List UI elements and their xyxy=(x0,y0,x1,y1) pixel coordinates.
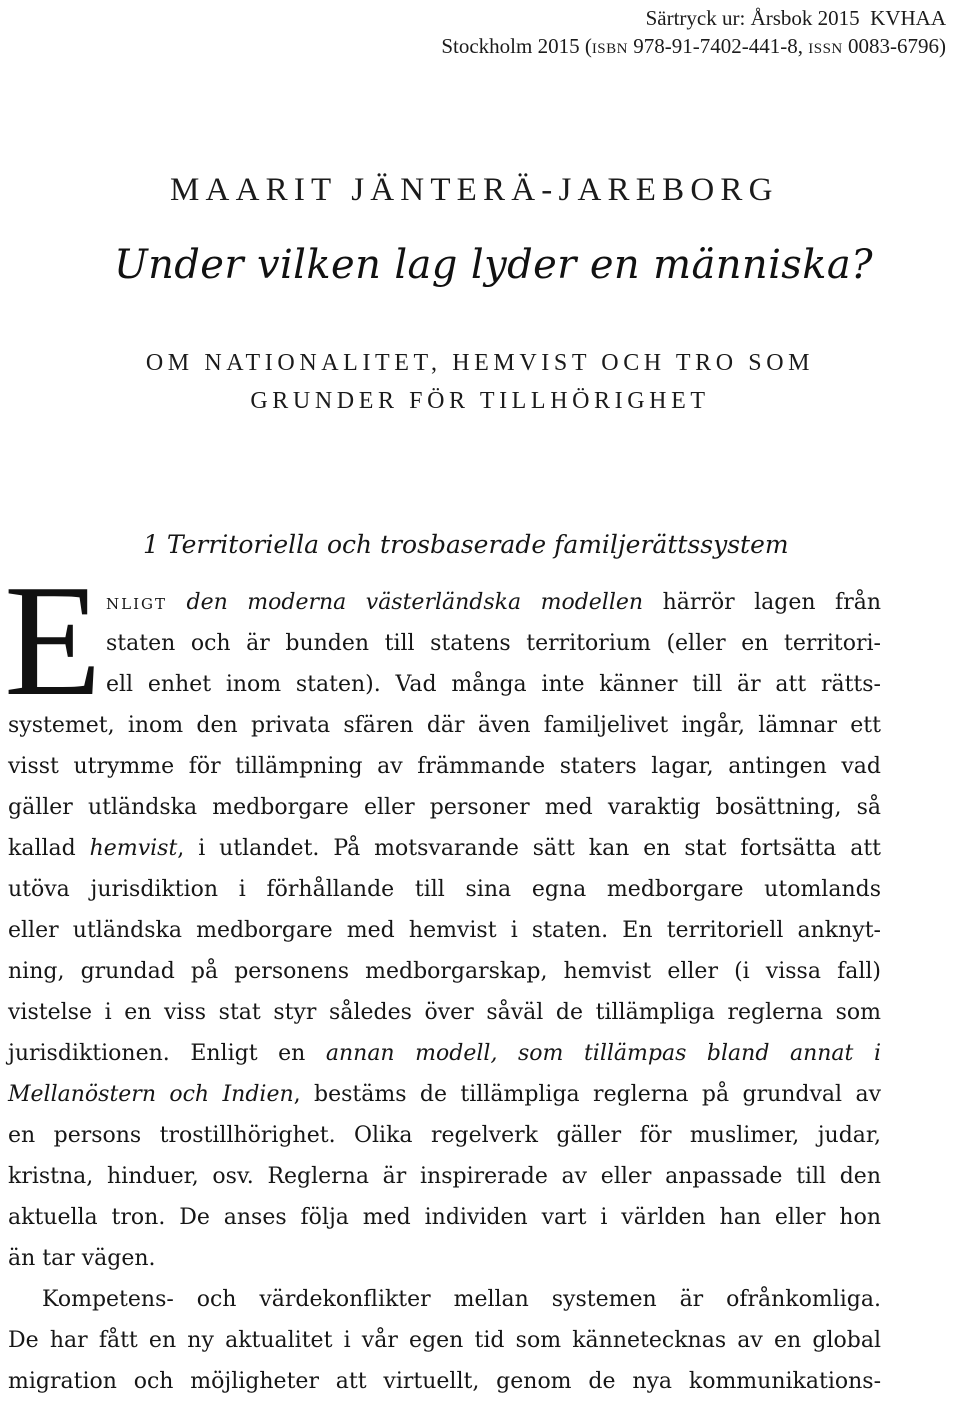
emphasis: den moderna västerländska modellen xyxy=(186,590,644,615)
offprint-place-year: Stockholm 2015 ( xyxy=(441,34,592,58)
drop-cap: E xyxy=(4,551,102,729)
issn-value: 0083-6796) xyxy=(842,34,946,58)
article-subtitle xyxy=(0,344,960,420)
body-line: vistelse i en viss stat styr således över såväl de tillämpliga reglerna som xyxy=(8,1000,881,1025)
body-line: kristna, hinduer, osv. Reglerna är inspirerade av eller anpassade till den xyxy=(8,1164,881,1189)
emphasis: hemvist xyxy=(89,836,178,861)
article-title: Under vilken lag lyder en människa? xyxy=(114,242,873,288)
text-run: , bestäms de tillämpliga reglerna på grundval av xyxy=(293,1082,882,1107)
issn-label: issn xyxy=(808,34,843,58)
emphasis: Mellanöstern och Indien xyxy=(8,1082,294,1107)
body-line xyxy=(8,828,881,869)
body-line: migration och möjligheter att virtuellt, genom de nya kommunikations- xyxy=(8,1369,881,1394)
text-run: kallad xyxy=(8,836,76,861)
body-line: ell enhet inom staten). Vad många inte känner till är att rätts- xyxy=(106,672,881,697)
subtitle-line-2: GRUNDER FÖR TILLHÖRIGHET xyxy=(250,388,710,414)
body-line: ning, grundad på personens medborgarskap, hemvist eller (i vissa fall) xyxy=(8,959,881,984)
text-run: , i utlandet. På motsvarande sätt kan en stat fortsätta att xyxy=(177,836,882,861)
text-run: härrör lagen från xyxy=(662,590,882,615)
emphasis: annan modell, som tillämpas bland annat i xyxy=(325,1041,881,1066)
lead-in: nligt xyxy=(106,590,167,615)
subtitle-line-1: OM NATIONALITET, HEMVIST OCH TRO SOM xyxy=(145,350,815,376)
body-line: systemet, inom den privata sfären där även familjelivet ingår, lämnar ett xyxy=(8,713,881,738)
body-line: än tar vägen. xyxy=(8,1246,156,1271)
body-line xyxy=(106,582,881,623)
body-line: staten och är bunden till statens territorium (eller en territori- xyxy=(106,631,881,656)
offprint-source: Särtryck ur: Årsbok 2015 xyxy=(645,6,860,30)
offprint-notice xyxy=(441,4,946,60)
section-heading: 1 Territoriella och trosbaserade familjerättssystem xyxy=(143,530,789,559)
body-line: De har fått en ny aktualitet i vår egen tid som kännetecknas av en global xyxy=(8,1328,881,1353)
body-line: eller utländska medborgare med hemvist i staten. En territoriell anknyt- xyxy=(8,918,881,943)
offprint-line-1 xyxy=(441,4,946,32)
body-line: gäller utländska medborgare eller personer med varaktig bosättning, så xyxy=(8,795,881,820)
offprint-line-2 xyxy=(441,32,946,60)
isbn-value: 978-91-7402-441-8, xyxy=(628,34,809,58)
isbn-label: isbn xyxy=(591,34,628,58)
text-run: jurisdiktionen. Enligt en xyxy=(8,1041,306,1066)
body-line: utöva jurisdiktion i förhållande till sina egna medborgare utomlands xyxy=(8,877,881,902)
body-line: Kompetens- och värdekonflikter mellan systemen är ofrånkomliga. xyxy=(42,1287,881,1312)
body-line: aktuella tron. De anses följa med individen vart i världen han eller hon xyxy=(8,1205,881,1230)
body-line: visst utrymme för tillämpning av främmande staters lagar, antingen vad xyxy=(8,754,881,779)
author-name: MAARIT JÄNTERÄ-JAREBORG xyxy=(170,172,779,208)
body-line xyxy=(8,1033,881,1074)
body-line xyxy=(8,1074,881,1115)
body-line: en persons trostillhörighet. Olika regelverk gäller för muslimer, judar, xyxy=(8,1123,881,1148)
offprint-org: KVHAA xyxy=(870,6,946,30)
